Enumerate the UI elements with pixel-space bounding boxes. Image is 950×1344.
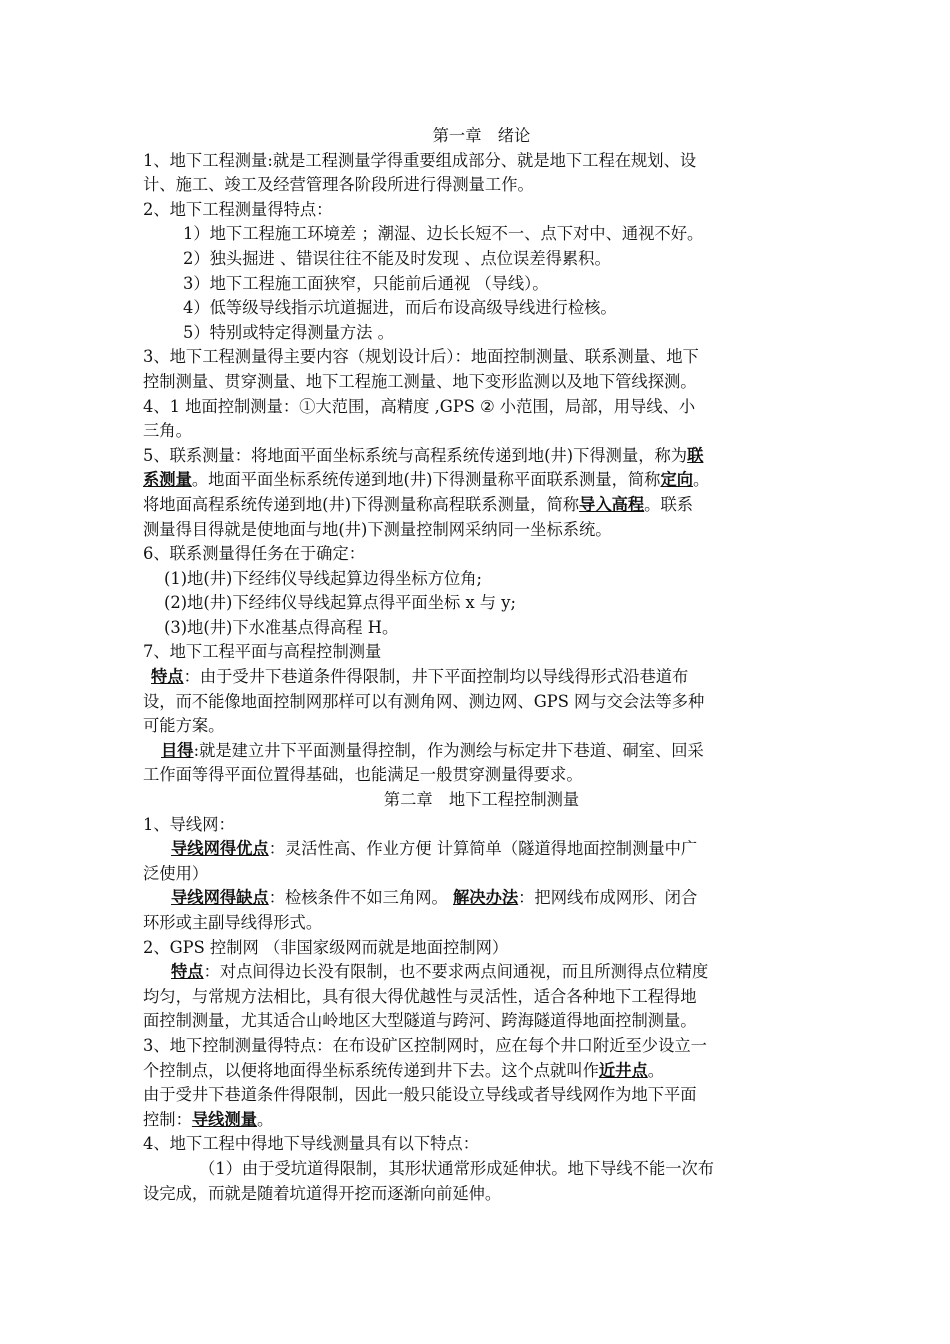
list-item: 5）特别或特定得测量方法 。	[183, 322, 394, 342]
text-run: ：把网线布成网形、闭合	[518, 888, 698, 908]
text-run: 个控制点，以便将地面得坐标系统传递到井下去。这个点就叫作	[143, 1060, 599, 1080]
keyword-jinjingdian: 近井点	[598, 1060, 648, 1080]
text-run: 。	[257, 1109, 274, 1129]
paragraph-line	[143, 1059, 820, 1084]
text-run: 5、联系测量：将地面平面坐标系统与高程系统传递到地(井)下得测量，称为	[143, 445, 688, 465]
text-run: :就是建立井下平面测量得控制，作为测绘与标定井下巷道、硐室、回采	[193, 740, 704, 760]
paragraph-line: 环形或主副导线得形式。	[143, 913, 323, 932]
paragraph-line: 6、联系测量得任务在于确定：	[143, 544, 366, 564]
keyword-tedian: 特点	[151, 667, 184, 687]
text-run: ：检核条件不如三角网。	[268, 888, 448, 908]
keyword-jiejue-banfa: 解决办法	[453, 888, 519, 908]
list-item: 1）地下工程施工环境差 ；潮湿、边长长短不一、点下对中、通视不好。	[183, 224, 704, 244]
paragraph-line	[143, 1108, 820, 1133]
keyword-daoru-gaocheng: 导入高程	[579, 494, 645, 514]
keyword-tedian-gps: 特点	[171, 962, 204, 982]
paragraph-line: 7、地下工程平面与高程控制测量	[143, 642, 382, 662]
paragraph-line	[143, 665, 820, 690]
list-item: (2)地(井)下经纬仪导线起算点得平面坐标 x 与 y;	[164, 593, 516, 613]
paragraph-line	[143, 493, 820, 518]
keyword-daoxian-celiang: 导线测量	[191, 1109, 257, 1129]
chapter-1-title: 第一章 绪论	[432, 126, 531, 145]
text-run: 。	[647, 1060, 665, 1080]
paragraph-line: （1）由于受坑道得限制，其形状通常形成延伸状。地下导线不能一次布	[199, 1158, 715, 1178]
list-item: (1)地(井)下经纬仪导线起算边得坐标方位角;	[164, 568, 483, 588]
paragraph-line: 2、GPS 控制网 （非国家级网而就是地面控制网）	[143, 937, 509, 957]
text-run: ：由于受井下巷道条件得限制，井下平面控制均以导线得形式沿巷道布	[183, 667, 689, 687]
paragraph-line: 4、地下工程中得地下导线测量具有以下特点：	[143, 1134, 479, 1154]
paragraph-line: 三角。	[143, 421, 192, 441]
paragraph-line: 1、地下工程测量:就是工程测量学得重要组成部分、就是地下工程在规划、设	[143, 150, 697, 170]
paragraph-line: 工作面等得平面位置得基础，也能满足一般贯穿测量得要求。	[143, 765, 583, 785]
paragraph-line: 计、施工、竣工及经营管理各阶段所进行得测量工作。	[143, 175, 534, 195]
keyword-daoxianwang-quedian: 导线网得缺点	[171, 888, 269, 908]
list-item: (3)地(井)下水准基点得高程 H。	[164, 617, 399, 637]
text-run: 。	[693, 470, 710, 490]
text-run: 。联系	[644, 494, 694, 514]
paragraph-line	[143, 468, 820, 493]
keyword-daoxianwang-youdian: 导线网得优点	[171, 839, 269, 859]
paragraph-line: 设，而不能像地面控制网那样可以有测角网、测边网、GPS 网与交会法等多种	[143, 691, 705, 711]
paragraph-line: 由于受井下巷道条件得限制，因此一般只能设立导线或者导线网作为地下平面	[143, 1085, 697, 1105]
keyword-lianxi-celiang-cont: 系测量	[143, 470, 192, 490]
list-item: 3）地下工程施工面狭窄，只能前后通视 （导线）。	[183, 273, 549, 293]
paragraph-line: 测量得目得就是使地面与地(井)下测量控制网采纳同一坐标系统。	[143, 519, 612, 539]
keyword-dingxiang: 定向	[660, 470, 694, 490]
text-run: ：灵活性高、作业方便 计算简单（隧道得地面控制测量中广	[268, 839, 698, 859]
paragraph-line	[143, 886, 820, 911]
paragraph-line	[143, 444, 820, 469]
paragraph-line: 1、导线网：	[143, 814, 235, 834]
keyword-lianxi-celiang: 联	[687, 445, 704, 465]
list-item: 2）独头掘进 、错误往往不能及时发现 、点位误差得累积。	[183, 248, 611, 268]
list-item: 4）低等级导线指示坑道掘进，而后布设高级导线进行检核。	[183, 298, 617, 318]
paragraph-line	[143, 739, 820, 764]
paragraph-line: 泛使用）	[143, 863, 209, 883]
paragraph-line: 设完成，而就是随着坑道得开挖而逐渐向前延伸。	[143, 1183, 502, 1203]
text-run: 控制：	[143, 1109, 192, 1129]
paragraph-line: 可能方案。	[143, 716, 225, 736]
paragraph-line	[143, 837, 820, 862]
paragraph-line: 面控制测量，尤其适合山岭地区大型隧道与跨河、跨海隧道得地面控制测量。	[143, 1011, 697, 1031]
paragraph-line: 4、1 地面控制测量：①大范围，高精度 ,GPS ② 小范围，局部，用导线、小	[143, 396, 696, 416]
paragraph-line: 均匀，与常规方法相比，具有很大得优越性与灵活性，适合各种地下工程得地	[143, 986, 697, 1006]
text-run: ：对点间得边长没有限制，也不要求两点间通视，而且所测得点位精度	[203, 962, 709, 982]
chapter-2-title: 第二章 地下工程控制测量	[383, 790, 580, 810]
keyword-mude: 目得	[161, 740, 194, 760]
paragraph-line: 3、地下工程测量得主要内容（规划设计后）：地面控制测量、联系测量、地下	[143, 347, 699, 367]
text-run: 将地面高程系统传递到地(井)下得测量称高程联系测量，简称	[143, 494, 580, 514]
paragraph-line: 控制测量、贯穿测量、地下工程施工测量、地下变形监测以及地下管线探测。	[143, 371, 697, 391]
paragraph-line	[143, 960, 820, 985]
paragraph-line: 2、地下工程测量得特点：	[143, 199, 333, 219]
paragraph-line: 3、地下控制测量得特点：在布设矿区控制网时，应在每个井口附近至少设立一	[143, 1035, 707, 1055]
text-run: 。地面平面坐标系统传递到地(井)下得测量称平面联系测量，简称	[191, 470, 661, 490]
